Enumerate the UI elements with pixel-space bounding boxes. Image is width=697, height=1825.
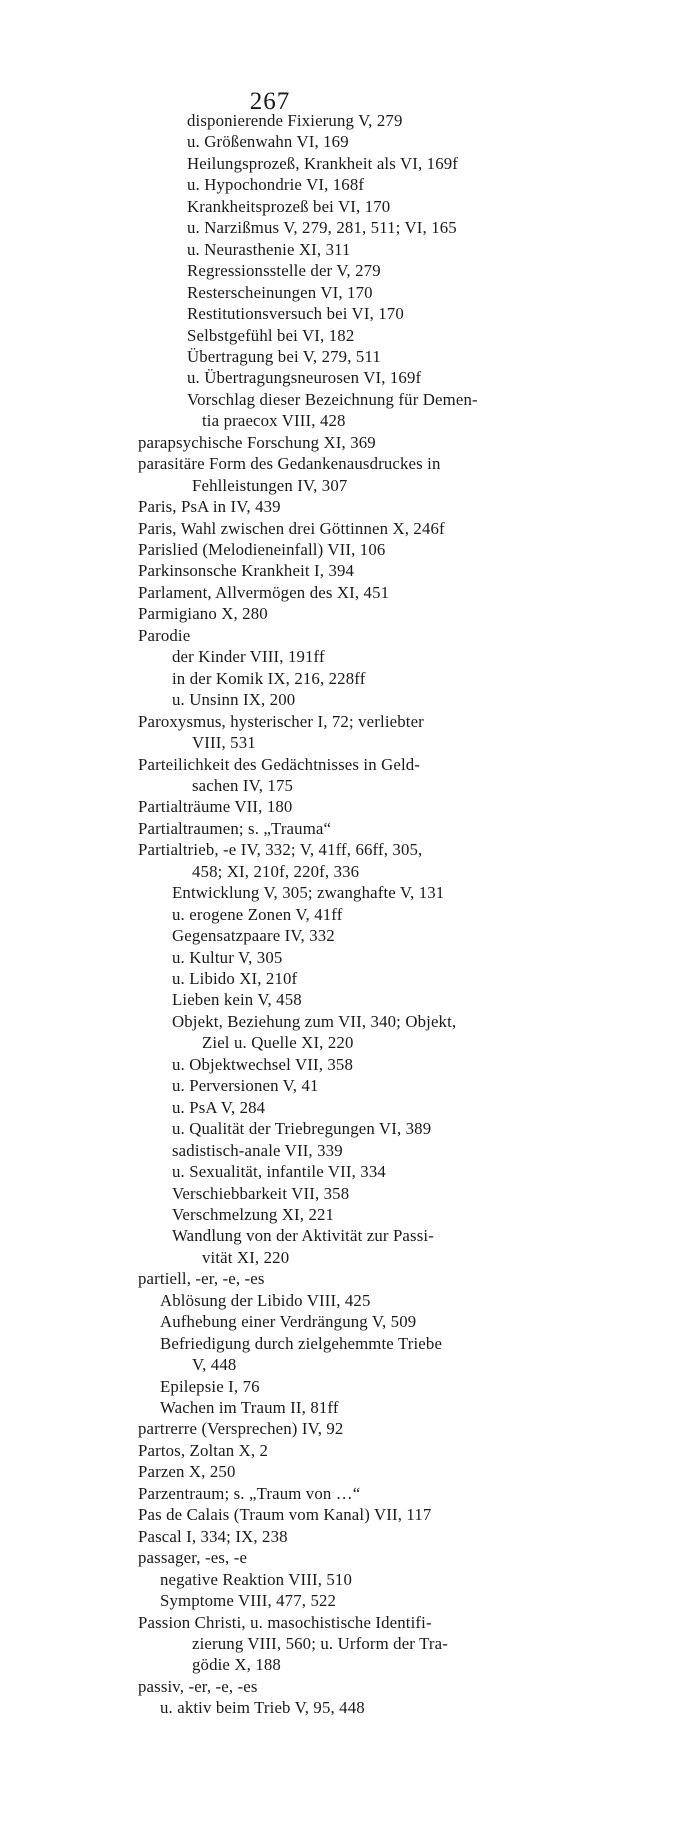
index-entry: Parkinsonsche Krankheit I, 394 [138,561,355,581]
index-entry: partiell, -er, -e, -es [138,1269,265,1289]
index-entry: 458; XI, 210f, 220f, 336 [192,861,360,881]
index-entry: Fehlleistungen IV, 307 [192,475,348,495]
index-entry: Partialtraumen; s. „Trauma“ [138,818,332,838]
index-entry: passager, -es, -e [138,1548,248,1568]
index-entry: Ablösung der Libido VIII, 425 [160,1290,371,1310]
index-entry: parasitäre Form des Gedankenausdruckes in [138,454,441,474]
index-entry: Resterscheinungen VI, 170 [187,282,373,302]
index-entry: der Kinder VIII, 191ff [172,647,325,667]
index-entry: u. Narzißmus V, 279, 281, 511; VI, 165 [187,218,457,238]
index-entry: Verschmelzung XI, 221 [172,1204,335,1224]
index-entry: u. Unsinn IX, 200 [172,690,296,710]
index-entry: u. Qualität der Triebregungen VI, 389 [172,1119,432,1139]
index-entry: Pascal I, 334; IX, 238 [138,1526,288,1546]
index-entry: gödie X, 188 [192,1655,281,1675]
page-number: 267 [249,88,291,115]
index-entry: Lieben kein V, 458 [172,990,302,1010]
index-entry: in der Komik IX, 216, 228ff [172,668,366,688]
index-entry: vität XI, 220 [202,1247,290,1267]
index-entry: negative Reaktion VIII, 510 [160,1569,353,1589]
index-entry: Partialträume VII, 180 [138,797,293,817]
index-entry: Paris, Wahl zwischen drei Göttinnen X, 246f [138,518,445,538]
index-entry: parapsychische Forschung XI, 369 [138,432,376,452]
index-entry: V, 448 [192,1355,237,1375]
index-entry: Parzen X, 250 [138,1462,236,1482]
index-entry: Parislied (Melodieneinfall) VII, 106 [138,540,386,559]
index-entry: Paris, PsA in IV, 439 [138,497,281,517]
index-entry: Epilepsie I, 76 [160,1376,260,1396]
index-entry: sachen IV, 175 [192,775,294,795]
index-entry: Passion Christi, u. masochistische Identifi- [138,1612,432,1632]
index-entry: Restitutionsversuch bei VI, 170 [187,304,404,324]
index-entry: Partialtrieb, -e IV, 332; V, 41ff, 66ff, 305, [138,840,423,860]
index-entry: Aufhebung einer Verdrängung V, 509 [160,1312,417,1332]
index-entry: passiv, -er, -e, -es [138,1676,258,1696]
index-entry: partrerre (Versprechen) IV, 92 [138,1419,344,1439]
index-entry: Ziel u. Quelle XI, 220 [202,1033,354,1053]
index-entry: u. Neurasthenie XI, 311 [187,239,351,259]
index-entry: u. PsA V, 284 [172,1097,266,1117]
index-entry: Vorschlag dieser Bezeichnung für Demen- [187,389,478,409]
index-entry: tia praecox VIII, 428 [202,411,346,431]
index-entry: Parodie [138,625,191,645]
index-entry: zierung VIII, 560; u. Urform der Tra- [192,1633,448,1653]
index-entry: u. Übertragungsneurosen VI, 169f [187,368,422,388]
index-entry: Partos, Zoltan X, 2 [138,1440,269,1460]
index-entry: Selbstgefühl bei VI, 182 [187,325,355,345]
index-entry: Parmigiano X, 280 [138,604,268,624]
index-entry: Wandlung von der Aktivität zur Passi- [172,1226,434,1246]
index-entry: Regressionsstelle der V, 279 [187,261,381,281]
index-entry: u. Libido XI, 210f [172,969,298,988]
index-entry: u. erogene Zonen V, 41ff [172,904,343,924]
index-entry: u. Größenwahn VI, 169 [187,132,349,152]
index-entry: u. Perversionen V, 41 [172,1076,319,1096]
index-entry: Parteilichkeit des Gedächtnisses in Geld- [138,754,421,774]
index-entry: VIII, 531 [192,733,256,753]
index-entry: Symptome VIII, 477, 522 [160,1591,337,1611]
index-entry: Gegensatzpaare IV, 332 [172,926,335,946]
index-entry: Übertragung bei V, 279, 511 [187,346,381,366]
index-entry: Krankheitsprozeß bei VI, 170 [187,196,391,216]
index-entry: u. aktiv beim Trieb V, 95, 448 [160,1698,365,1718]
index-entry: Paroxysmus, hysterischer I, 72; verliebter [138,711,424,731]
index-entry: disponierende Fixierung V, 279 [187,111,403,130]
index-entry: Heilungsprozeß, Krankheit als VI, 169f [187,153,459,173]
index-entry: Entwicklung V, 305; zwanghafte V, 131 [172,883,445,903]
index-entry: u. Objektwechsel VII, 358 [172,1054,354,1074]
index-entry: Parlament, Allvermögen des XI, 451 [138,582,390,602]
index-entry: Verschiebbarkeit VII, 358 [172,1183,350,1203]
index-entry: Objekt, Beziehung zum VII, 340; Objekt, [172,1011,457,1031]
index-entry: u. Hypochondrie VI, 168f [187,175,365,195]
index-entry: sadistisch-anale VII, 339 [172,1140,343,1160]
index-entry: Befriedigung durch zielgehemmte Triebe [160,1333,443,1353]
index-entry: Pas de Calais (Traum vom Kanal) VII, 117 [138,1505,432,1525]
index-entry: u. Sexualität, infantile VII, 334 [172,1162,386,1182]
index-entry: Wachen im Traum II, 81ff [160,1398,339,1417]
index-entry: u. Kultur V, 305 [172,947,283,967]
index-entry: Parzentraum; s. „Traum von …“ [138,1483,361,1503]
